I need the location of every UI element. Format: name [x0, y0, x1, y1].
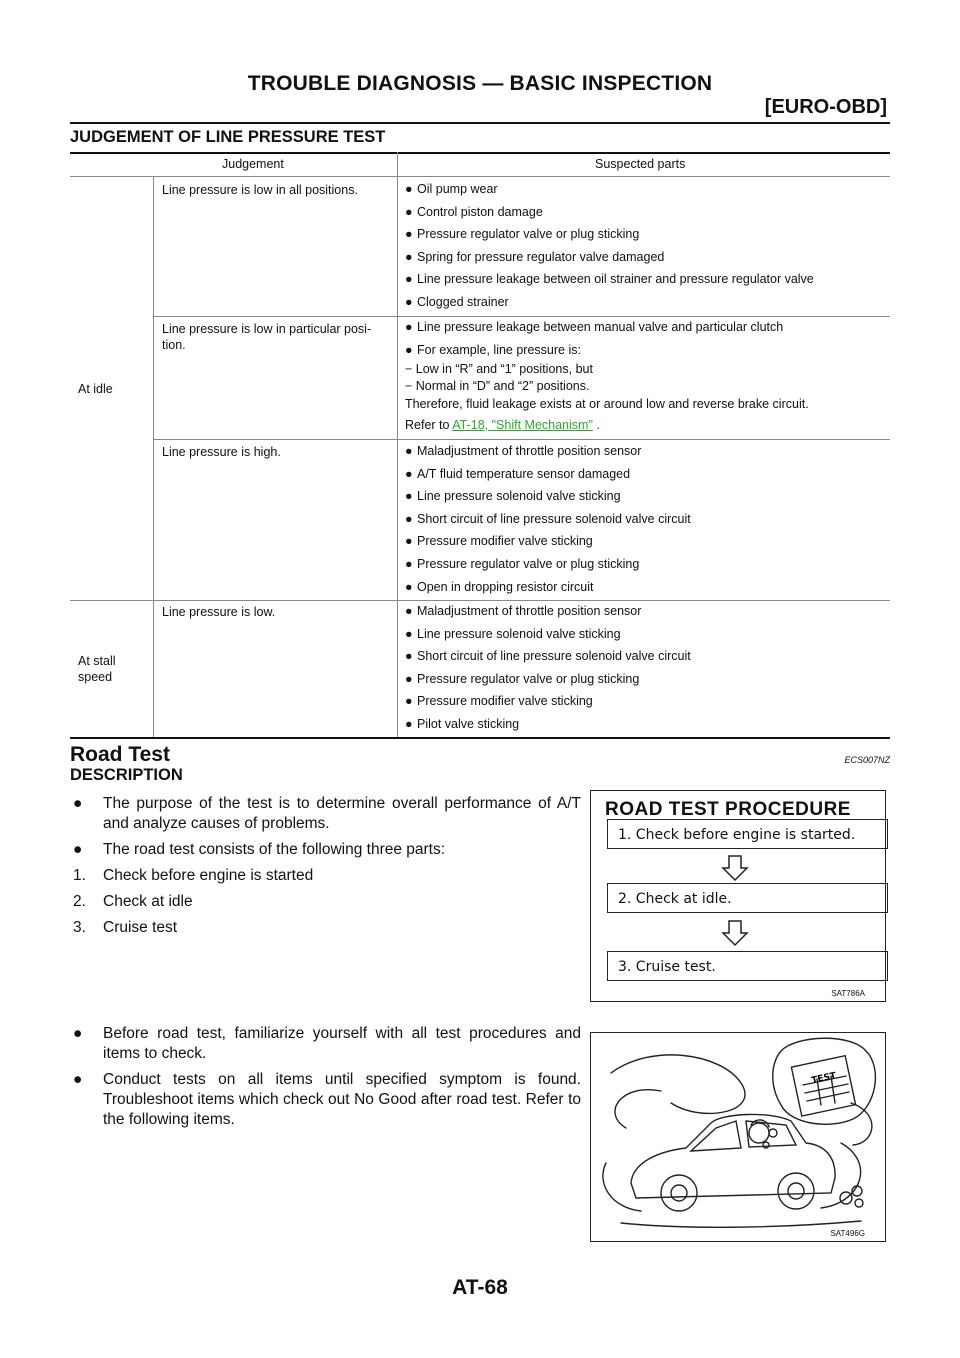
bullet-icon: ● [405, 444, 413, 458]
bullet-icon: ● [405, 489, 413, 504]
bullet-icon: ● [405, 511, 413, 526]
column-header-suspected-parts: Suspected parts [595, 157, 686, 171]
suspected-parts-list-row2 [405, 320, 885, 365]
condition-line-pressure-low: Line pressure is low. [162, 605, 276, 619]
clipboard-label: TEST [810, 1071, 838, 1087]
list-item: ● Short circuit of line pressure solenoid valve circuit [405, 511, 691, 526]
bullet-icon: ● [405, 182, 413, 196]
list-item: ● Pressure regulator valve or plug sticking [405, 556, 640, 571]
arrow-down-icon [721, 854, 749, 882]
bullet-icon: ● [405, 649, 413, 664]
list-item: ● Pressure regulator valve or plug sticking [405, 227, 640, 242]
bullet-icon: ● [405, 716, 413, 731]
bullet-icon: ● [405, 694, 413, 709]
suspected-parts-list-row1 [405, 182, 885, 318]
page-title: TROUBLE DIAGNOSIS — BASIC INSPECTION [247, 72, 713, 95]
judgement-at-stall-line2: speed [78, 670, 113, 684]
therefore-note: Therefore, fluid leakage exists at or around low and reverse brake circuit. [405, 397, 809, 411]
procedure-step-box: 2. Check at idle. [607, 883, 888, 913]
condition-low-all-positions: Line pressure is low in all positions. [162, 183, 358, 197]
list-item: ● Pressure modifier valve sticking [405, 694, 593, 709]
refer-line: Refer to AT-18, "Shift Mechanism" . [405, 418, 600, 432]
figure-code: SAT786A [831, 989, 865, 998]
description-list [73, 794, 581, 944]
bullet-icon: ● [405, 249, 413, 264]
judgement-heading: JUDGEMENT OF LINE PRESSURE TEST [70, 128, 386, 146]
example-normal-positions: − Normal in “D” and “2” positions. [405, 379, 590, 393]
table-top-rule [70, 152, 890, 154]
bullet-icon: ● [405, 466, 413, 481]
list-item: ● Pilot valve sticking [405, 716, 520, 731]
list-item: ● Conduct tests on all items until specified symptom is found. Troubleshoot items which check out No Good after road test. Refer to the following items. [73, 1071, 581, 1128]
section-tag: [EURO-OBD] [764, 96, 887, 118]
list-item: 3. Cruise test [73, 919, 178, 936]
list-item: ● Line pressure leakage between oil strainer and pressure regulator valve [405, 272, 814, 287]
table-row-divider [153, 439, 890, 440]
bullet-icon: ● [405, 342, 413, 357]
bullet-icon: ● [73, 795, 83, 812]
bullet-icon: ● [73, 1025, 83, 1042]
list-item: ● Pressure modifier valve sticking [405, 534, 593, 549]
car-driving-illustration [591, 1033, 885, 1241]
section-code: ECS007NZ [844, 755, 890, 765]
list-item: ● Short circuit of line pressure solenoid valve circuit [405, 649, 691, 664]
bullet-icon: ● [405, 556, 413, 571]
table-header-divider [70, 176, 890, 177]
list-item: ● Control piston damage [405, 204, 543, 219]
column-header-judgement: Judgement [222, 157, 284, 171]
table-column-divider [153, 177, 154, 737]
description-heading: DESCRIPTION [70, 766, 183, 784]
road-test-heading: Road Test [70, 743, 170, 766]
list-item: 1. Check before engine is started [73, 867, 314, 884]
example-low-positions: − Low in “R” and “1” positions, but [405, 362, 593, 376]
bullet-icon: ● [405, 604, 413, 618]
list-item: ● Spring for pressure regulator valve damaged [405, 249, 665, 264]
bullet-icon: ● [73, 841, 83, 858]
road-test-illustration [590, 1032, 886, 1242]
table-column-divider [397, 152, 398, 737]
condition-line-pressure-high: Line pressure is high. [162, 445, 281, 459]
bullet-icon: ● [405, 204, 413, 219]
list-item: ● Clogged strainer [405, 294, 509, 309]
procedure-step-box: 1. Check before engine is started. [607, 819, 888, 849]
bullet-icon: ● [73, 1071, 83, 1088]
arrow-down-icon [721, 919, 749, 947]
road-test-procedure-figure [590, 790, 886, 1002]
judgement-at-stall-line1: At stall [78, 654, 116, 668]
page-number: AT-68 [452, 1276, 508, 1299]
judgement-at-idle: At idle [78, 382, 113, 396]
preparation-list [73, 1024, 581, 1136]
shift-mechanism-link[interactable]: AT-18, "Shift Mechanism" [452, 418, 593, 432]
bullet-icon: ● [405, 294, 413, 309]
header-rule [70, 122, 890, 124]
bullet-icon: ● [405, 320, 413, 334]
list-item: ● Open in dropping resistor circuit [405, 579, 594, 594]
list-item: ● For example, line pressure is: [405, 342, 581, 357]
list-item: ● Oil pump wear [405, 182, 498, 196]
list-item: ● The purpose of the test is to determine overall performance of A/T and analyze causes of problems. [73, 795, 581, 832]
condition-low-particular-position-line2: tion. [162, 338, 186, 352]
list-item: ● Line pressure solenoid valve sticking [405, 489, 621, 504]
list-item: ● Maladjustment of throttle position sensor [405, 604, 642, 618]
suspected-parts-list-row4 [405, 604, 885, 740]
list-item: ● A/T fluid temperature sensor damaged [405, 466, 631, 481]
bullet-icon: ● [405, 626, 413, 641]
list-item: ● Line pressure solenoid valve sticking [405, 626, 621, 641]
list-item: ● Before road test, familiarize yourself with all test procedures and items to check. [73, 1025, 581, 1062]
list-item: 2. Check at idle [73, 893, 193, 910]
bullet-icon: ● [405, 272, 413, 287]
list-item: ● The road test consists of the following three parts: [73, 841, 446, 858]
list-item: ● Maladjustment of throttle position sensor [405, 444, 642, 458]
list-item: ● Pressure regulator valve or plug sticking [405, 671, 640, 686]
figure-code: SAT496G [830, 1229, 865, 1238]
bullet-icon: ● [405, 671, 413, 686]
bullet-icon: ● [405, 579, 413, 594]
procedure-step-box: 3. Cruise test. [607, 951, 888, 981]
bullet-icon: ● [405, 534, 413, 549]
bullet-icon: ● [405, 227, 413, 242]
figure-title: ROAD TEST PROCEDURE [605, 799, 851, 820]
list-item: ● Line pressure leakage between manual valve and particular clutch [405, 320, 784, 334]
condition-low-particular-position-line1: Line pressure is low in particular posi- [162, 322, 372, 336]
suspected-parts-list-row3 [405, 444, 885, 602]
